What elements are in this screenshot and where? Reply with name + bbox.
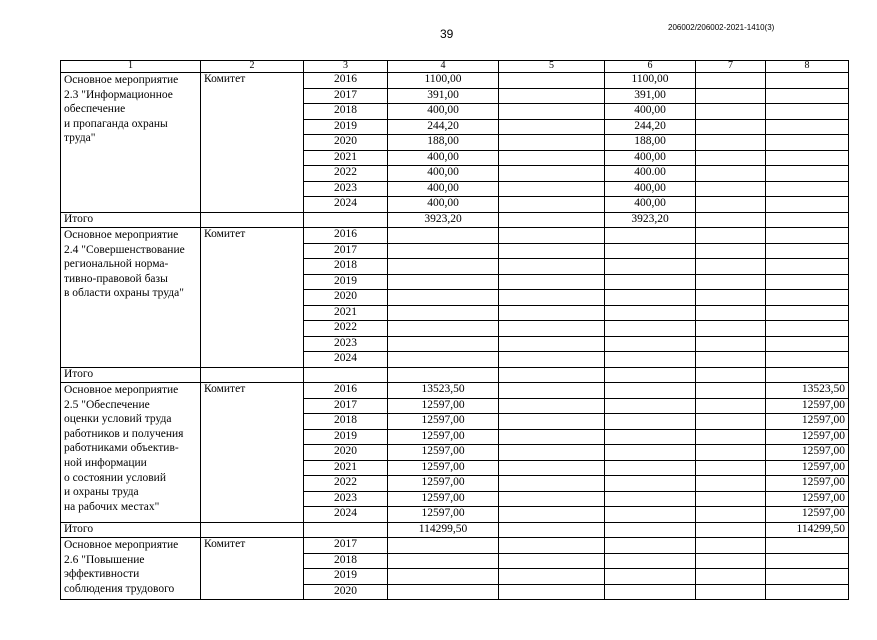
amount-cell xyxy=(499,73,605,89)
amount-cell xyxy=(499,445,605,461)
amount-cell xyxy=(388,305,499,321)
amount-cell xyxy=(388,336,499,352)
amount-cell xyxy=(499,88,605,104)
amount-cell xyxy=(499,352,605,368)
column-number: 2 xyxy=(201,61,304,73)
amount-cell: 400,00 xyxy=(605,150,696,166)
amount-cell xyxy=(499,507,605,523)
amount-cell xyxy=(766,166,849,182)
amount-cell xyxy=(766,321,849,337)
year-cell: 2021 xyxy=(304,305,388,321)
amount-cell xyxy=(766,274,849,290)
total-label: Итого xyxy=(61,367,201,383)
amount-cell: 400,00 xyxy=(605,181,696,197)
year-cell: 2020 xyxy=(304,584,388,600)
year-cell: 2017 xyxy=(304,538,388,554)
amount-cell xyxy=(605,491,696,507)
amount-cell xyxy=(388,274,499,290)
amount-cell: 12597,00 xyxy=(388,507,499,523)
amount-cell xyxy=(605,352,696,368)
amount-cell xyxy=(766,584,849,600)
amount-cell xyxy=(499,538,605,554)
amount-cell xyxy=(388,321,499,337)
amount-cell xyxy=(499,321,605,337)
amount-cell xyxy=(499,476,605,492)
amount-cell xyxy=(696,476,766,492)
amount-cell xyxy=(766,73,849,89)
year-cell: 2023 xyxy=(304,181,388,197)
amount-cell xyxy=(696,150,766,166)
amount-cell xyxy=(766,243,849,259)
total-amount-cell xyxy=(605,367,696,383)
amount-cell xyxy=(388,228,499,244)
amount-cell xyxy=(696,507,766,523)
amount-cell xyxy=(766,259,849,275)
amount-cell xyxy=(766,336,849,352)
amount-cell xyxy=(696,73,766,89)
year-cell: 2023 xyxy=(304,336,388,352)
amount-cell xyxy=(605,445,696,461)
amount-cell xyxy=(766,538,849,554)
empty-cell xyxy=(304,212,388,228)
amount-cell: 12597,00 xyxy=(766,445,849,461)
amount-cell xyxy=(605,553,696,569)
year-cell: 2020 xyxy=(304,135,388,151)
amount-cell: 391,00 xyxy=(605,88,696,104)
column-number: 1 xyxy=(61,61,201,73)
year-cell: 2016 xyxy=(304,383,388,399)
year-cell: 2021 xyxy=(304,460,388,476)
amount-cell xyxy=(696,259,766,275)
year-cell: 2017 xyxy=(304,88,388,104)
budget-table xyxy=(60,60,849,600)
amount-cell xyxy=(499,383,605,399)
amount-cell xyxy=(696,321,766,337)
amount-cell xyxy=(605,305,696,321)
amount-cell xyxy=(766,197,849,213)
total-amount-cell xyxy=(605,522,696,538)
amount-cell xyxy=(696,88,766,104)
amount-cell xyxy=(766,553,849,569)
year-cell: 2023 xyxy=(304,491,388,507)
total-amount-cell xyxy=(696,367,766,383)
amount-cell: 12597,00 xyxy=(766,460,849,476)
year-cell: 2017 xyxy=(304,398,388,414)
year-cell: 2019 xyxy=(304,119,388,135)
empty-cell xyxy=(201,212,304,228)
year-cell: 2020 xyxy=(304,290,388,306)
column-number: 4 xyxy=(388,61,499,73)
amount-cell xyxy=(605,274,696,290)
year-cell: 2024 xyxy=(304,352,388,368)
year-cell: 2021 xyxy=(304,150,388,166)
amount-cell xyxy=(388,352,499,368)
amount-cell xyxy=(499,259,605,275)
amount-cell xyxy=(388,290,499,306)
amount-cell xyxy=(696,119,766,135)
amount-cell xyxy=(696,228,766,244)
year-cell: 2022 xyxy=(304,476,388,492)
amount-cell xyxy=(766,135,849,151)
total-amount-cell: 3923,20 xyxy=(388,212,499,228)
amount-cell xyxy=(605,584,696,600)
amount-cell xyxy=(766,88,849,104)
amount-cell: 400,00 xyxy=(388,166,499,182)
amount-cell xyxy=(499,491,605,507)
amount-cell: 12597,00 xyxy=(388,414,499,430)
measure-name: Основное мероприятие 2.5 "Обеспечение оценки условий труда работников и получения работниками объектив- ной информации о состоянии условий и охраны труда на рабочих местах" xyxy=(61,383,201,523)
amount-cell xyxy=(605,243,696,259)
year-cell: 2016 xyxy=(304,228,388,244)
total-amount-cell xyxy=(766,212,849,228)
total-row xyxy=(61,212,849,228)
total-amount-cell xyxy=(696,522,766,538)
year-cell: 2020 xyxy=(304,445,388,461)
year-cell: 2024 xyxy=(304,507,388,523)
amount-cell: 400,00 xyxy=(388,104,499,120)
amount-cell: 12597,00 xyxy=(388,476,499,492)
amount-cell xyxy=(499,553,605,569)
amount-cell xyxy=(388,259,499,275)
amount-cell xyxy=(766,150,849,166)
amount-cell xyxy=(499,228,605,244)
column-number: 6 xyxy=(605,61,696,73)
amount-cell xyxy=(696,104,766,120)
year-cell: 2017 xyxy=(304,243,388,259)
amount-cell xyxy=(499,336,605,352)
amount-cell: 12597,00 xyxy=(388,460,499,476)
amount-cell xyxy=(766,305,849,321)
amount-cell: 188,00 xyxy=(605,135,696,151)
executor: Комитет xyxy=(201,228,304,368)
amount-cell xyxy=(766,181,849,197)
amount-cell xyxy=(388,584,499,600)
empty-cell xyxy=(304,367,388,383)
total-amount-cell xyxy=(499,367,605,383)
total-row xyxy=(61,367,849,383)
amount-cell xyxy=(605,228,696,244)
amount-cell xyxy=(696,429,766,445)
amount-cell: 400,00 xyxy=(605,104,696,120)
amount-cell xyxy=(696,166,766,182)
total-label: Итого xyxy=(61,522,201,538)
amount-cell xyxy=(605,336,696,352)
amount-cell: 13523,50 xyxy=(388,383,499,399)
empty-cell xyxy=(201,367,304,383)
amount-cell xyxy=(696,460,766,476)
amount-cell xyxy=(696,414,766,430)
table-row xyxy=(61,538,849,554)
year-cell: 2018 xyxy=(304,414,388,430)
amount-cell xyxy=(605,507,696,523)
amount-cell xyxy=(605,538,696,554)
amount-cell xyxy=(605,398,696,414)
amount-cell xyxy=(605,476,696,492)
amount-cell xyxy=(696,197,766,213)
amount-cell xyxy=(605,460,696,476)
amount-cell xyxy=(499,414,605,430)
total-amount-cell: 3923,20 xyxy=(605,212,696,228)
total-amount-cell xyxy=(499,522,605,538)
amount-cell xyxy=(696,445,766,461)
amount-cell xyxy=(696,290,766,306)
total-amount-cell xyxy=(388,367,499,383)
amount-cell: 12597,00 xyxy=(388,445,499,461)
amount-cell xyxy=(696,243,766,259)
year-cell: 2016 xyxy=(304,73,388,89)
amount-cell xyxy=(605,321,696,337)
amount-cell xyxy=(499,569,605,585)
amount-cell: 244,20 xyxy=(605,119,696,135)
amount-cell xyxy=(499,166,605,182)
amount-cell: 12597,00 xyxy=(766,507,849,523)
amount-cell xyxy=(605,414,696,430)
column-number-row xyxy=(61,61,849,73)
table-row xyxy=(61,73,849,89)
column-number: 3 xyxy=(304,61,388,73)
measure-name: Основное мероприятие 2.3 "Информационное обеспечение и пропаганда охраны труда" xyxy=(61,73,201,213)
amount-cell xyxy=(766,569,849,585)
amount-cell xyxy=(499,460,605,476)
amount-cell: 13523,50 xyxy=(766,383,849,399)
amount-cell xyxy=(696,305,766,321)
amount-cell xyxy=(499,119,605,135)
column-number: 8 xyxy=(766,61,849,73)
amount-cell: 12597,00 xyxy=(766,398,849,414)
amount-cell xyxy=(388,569,499,585)
empty-cell xyxy=(304,522,388,538)
amount-cell: 400,00 xyxy=(388,150,499,166)
amount-cell xyxy=(696,383,766,399)
amount-cell: 400,00 xyxy=(388,181,499,197)
amount-cell xyxy=(766,290,849,306)
amount-cell xyxy=(499,197,605,213)
year-cell: 2022 xyxy=(304,166,388,182)
amount-cell xyxy=(696,336,766,352)
amount-cell: 1100,00 xyxy=(388,73,499,89)
amount-cell xyxy=(696,553,766,569)
measure-name: Основное мероприятие 2.4 "Совершенствование региональной норма- тивно-правовой базы в области охраны труда" xyxy=(61,228,201,368)
table-row xyxy=(61,228,849,244)
total-amount-cell xyxy=(766,367,849,383)
table-body xyxy=(61,61,849,600)
amount-cell xyxy=(388,243,499,259)
year-cell: 2018 xyxy=(304,104,388,120)
amount-cell: 400,00 xyxy=(388,197,499,213)
amount-cell: 12597,00 xyxy=(388,429,499,445)
amount-cell xyxy=(605,290,696,306)
amount-cell: 12597,00 xyxy=(766,429,849,445)
executor: Комитет xyxy=(201,73,304,213)
amount-cell xyxy=(499,104,605,120)
total-amount-cell xyxy=(696,212,766,228)
year-cell: 2022 xyxy=(304,321,388,337)
amount-cell xyxy=(388,538,499,554)
amount-cell: 391,00 xyxy=(388,88,499,104)
executor: Комитет xyxy=(201,538,304,600)
total-amount-cell: 114299,50 xyxy=(388,522,499,538)
year-cell: 2024 xyxy=(304,197,388,213)
amount-cell: 12597,00 xyxy=(388,398,499,414)
amount-cell xyxy=(696,398,766,414)
amount-cell xyxy=(605,259,696,275)
amount-cell xyxy=(696,352,766,368)
amount-cell xyxy=(499,429,605,445)
year-cell: 2019 xyxy=(304,569,388,585)
year-cell: 2019 xyxy=(304,274,388,290)
executor: Комитет xyxy=(201,383,304,523)
amount-cell: 400,00 xyxy=(605,197,696,213)
amount-cell: 244,20 xyxy=(388,119,499,135)
amount-cell xyxy=(696,135,766,151)
amount-cell xyxy=(766,352,849,368)
amount-cell xyxy=(696,569,766,585)
amount-cell xyxy=(499,274,605,290)
amount-cell xyxy=(388,553,499,569)
amount-cell: 12597,00 xyxy=(388,491,499,507)
total-amount-cell: 114299,50 xyxy=(766,522,849,538)
year-cell: 2018 xyxy=(304,259,388,275)
amount-cell xyxy=(766,228,849,244)
page-number: 39 xyxy=(440,27,454,41)
amount-cell xyxy=(696,181,766,197)
measure-name: Основное мероприятие 2.6 "Повышение эффективности соблюдения трудового xyxy=(61,538,201,600)
year-cell: 2019 xyxy=(304,429,388,445)
year-cell: 2018 xyxy=(304,553,388,569)
amount-cell: 12597,00 xyxy=(766,476,849,492)
total-label: Итого xyxy=(61,212,201,228)
amount-cell xyxy=(605,429,696,445)
amount-cell xyxy=(499,150,605,166)
column-number: 7 xyxy=(696,61,766,73)
amount-cell xyxy=(499,305,605,321)
amount-cell: 400.00 xyxy=(605,166,696,182)
amount-cell xyxy=(696,491,766,507)
amount-cell xyxy=(696,274,766,290)
empty-cell xyxy=(201,522,304,538)
amount-cell xyxy=(499,135,605,151)
amount-cell: 1100,00 xyxy=(605,73,696,89)
total-row xyxy=(61,522,849,538)
column-number: 5 xyxy=(499,61,605,73)
amount-cell: 188,00 xyxy=(388,135,499,151)
amount-cell xyxy=(766,104,849,120)
amount-cell: 12597,00 xyxy=(766,491,849,507)
total-amount-cell xyxy=(499,212,605,228)
amount-cell xyxy=(766,119,849,135)
amount-cell xyxy=(499,243,605,259)
amount-cell xyxy=(499,584,605,600)
amount-cell: 12597,00 xyxy=(766,414,849,430)
amount-cell xyxy=(605,569,696,585)
amount-cell xyxy=(696,538,766,554)
amount-cell xyxy=(696,584,766,600)
amount-cell xyxy=(499,290,605,306)
table-row xyxy=(61,383,849,399)
document-id: 206002/206002-2021-1410(3) xyxy=(668,23,775,32)
amount-cell xyxy=(605,383,696,399)
amount-cell xyxy=(499,398,605,414)
amount-cell xyxy=(499,181,605,197)
